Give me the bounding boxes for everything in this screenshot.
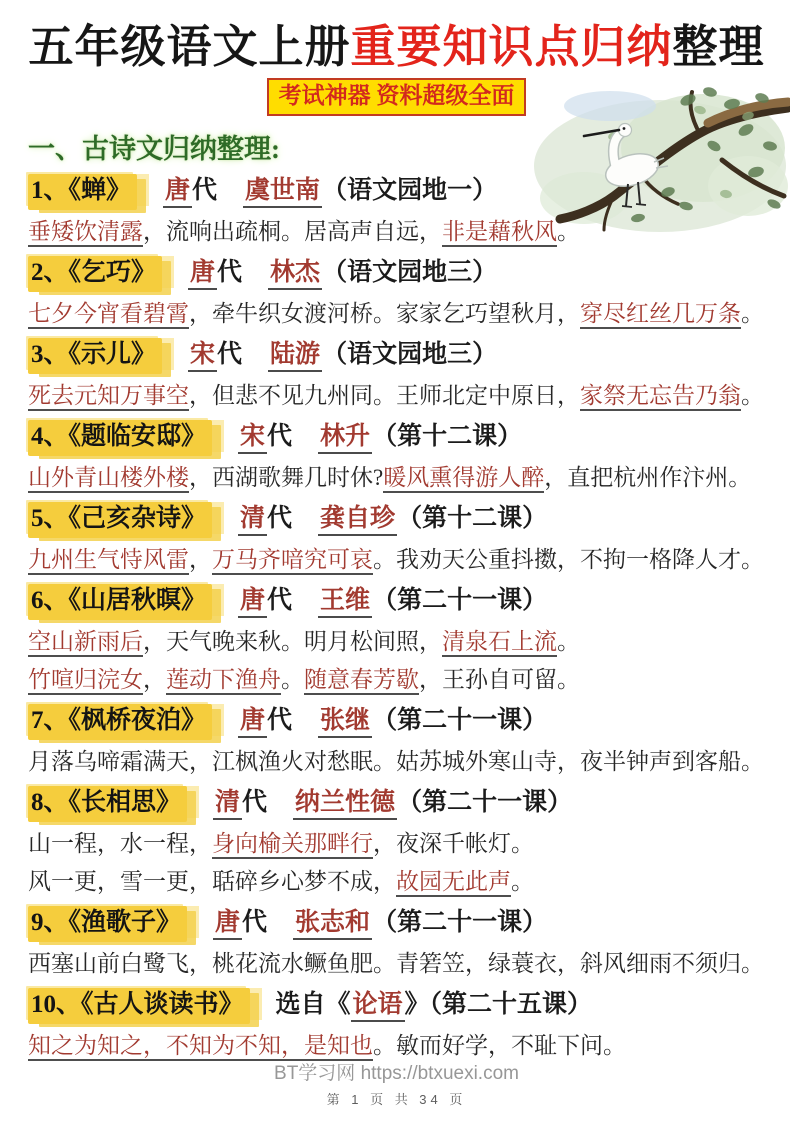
poem-list — [28, 174, 767, 1062]
heading-red-underlined: 虞世南 — [243, 177, 322, 208]
heading-text: 代 — [267, 423, 293, 450]
heading-text: 代 — [192, 177, 218, 204]
heading-text: （第十二课） — [372, 423, 523, 450]
poem-segment-red: 身向榆关那畔行 — [212, 831, 373, 859]
poem-segment-red: 空山新雨后 — [28, 629, 143, 657]
poem-entry-heading — [28, 174, 767, 210]
heading-red-underlined: 唐 — [188, 259, 217, 290]
poem-line — [28, 664, 767, 696]
poem-entry-heading — [28, 256, 767, 292]
poem-title-highlight: 9、《渔歌子》 — [28, 906, 187, 942]
poem-segment: ，但悲不见九州同。王师北定中原日， — [189, 383, 580, 408]
heading-red-underlined: 龚自珍 — [318, 505, 397, 536]
poem-title-highlight: 1、《蝉》 — [28, 174, 137, 210]
heading-red-underlined: 唐 — [238, 587, 267, 618]
poem-title-highlight: 5、《己亥杂诗》 — [28, 502, 212, 538]
poem-entry — [28, 256, 767, 330]
heading-text: （语文园地三） — [322, 259, 498, 286]
subtitle-badge: 考试神器 资料超级全面 — [267, 78, 527, 116]
poem-line — [28, 380, 767, 412]
poem-segment-red: 莲动下渔舟 — [166, 667, 281, 695]
heading-text: 代 — [242, 909, 268, 936]
poem-line — [28, 216, 767, 248]
heading-red-underlined: 张继 — [318, 707, 372, 738]
poem-segment-red: 穿尽红丝几万条 — [580, 301, 741, 329]
poem-line — [28, 462, 767, 494]
poem-entry-heading — [28, 786, 767, 822]
poem-title-highlight: 3、《示儿》 — [28, 338, 162, 374]
poem-line — [28, 828, 767, 860]
poem-entry — [28, 174, 767, 248]
poem-segment: ，流响出疏桐。居高声自远， — [143, 219, 442, 244]
poem-segment: 。 — [281, 667, 304, 692]
heading-red-underlined: 清 — [238, 505, 267, 536]
poem-entry — [28, 988, 767, 1062]
poem-segment: ，天气晚来秋。明月松间照， — [143, 629, 442, 654]
poem-entry-heading — [28, 584, 767, 620]
poem-line — [28, 626, 767, 658]
poem-entry-heading — [28, 502, 767, 538]
poem-title-highlight: 2、《乞巧》 — [28, 256, 162, 292]
poem-segment: 。 — [557, 629, 580, 654]
poem-segment-red: 清泉石上流 — [442, 629, 557, 657]
heading-red-underlined: 张志和 — [293, 909, 372, 940]
poem-line — [28, 544, 767, 576]
poem-title-highlight: 4、《题临安邸》 — [28, 420, 212, 456]
poem-segment-red: 随意春芳歇 — [304, 667, 419, 695]
poem-segment: 。 — [741, 383, 764, 408]
heading-text: 代 — [267, 505, 293, 532]
heading-red-underlined: 唐 — [213, 909, 242, 940]
poem-title-highlight: 6、《山居秋暝》 — [28, 584, 212, 620]
poem-segment-red: 家祭无忘告乃翁 — [580, 383, 741, 411]
page-title-part-red: 重要知识点归纳 — [350, 21, 673, 72]
poem-segment: ，直把杭州作汴州。 — [544, 465, 752, 490]
poem-entry-heading — [28, 988, 767, 1024]
poem-entry — [28, 786, 767, 898]
heading-text: 代 — [217, 341, 243, 368]
poem-entry — [28, 502, 767, 576]
poem-entry — [28, 420, 767, 494]
heading-red-underlined: 唐 — [238, 707, 267, 738]
heading-text: （语文园地三） — [322, 341, 498, 368]
poem-segment-red: 七夕今宵看碧霄 — [28, 301, 189, 329]
heading-text: （第十二课） — [397, 505, 548, 532]
heading-text: （语文园地一） — [322, 177, 498, 204]
poem-title-highlight: 8、《长相思》 — [28, 786, 187, 822]
poem-segment: 。 — [741, 301, 764, 326]
heading-text: （第二十一课） — [372, 587, 548, 614]
poem-segment: ， — [143, 667, 166, 692]
poem-segment: 月落乌啼霜满天，江枫渔火对愁眠。姑苏城外寒山寺，夜半钟声到客船。 — [28, 749, 764, 774]
heading-red-underlined: 宋 — [188, 341, 217, 372]
heading-red-underlined: 林杰 — [268, 259, 322, 290]
poem-segment-red: 垂矮饮清露 — [28, 219, 143, 247]
poem-segment: 西塞山前白鹭飞，桃花流水鳜鱼肥。青箬笠，绿蓑衣，斜风细雨不须归。 — [28, 951, 764, 976]
poem-segment: 。 — [557, 219, 580, 244]
heading-red-underlined: 纳兰性德 — [293, 789, 397, 820]
poem-segment: 。敏而好学，不耻下问。 — [373, 1033, 626, 1058]
poem-entry-heading — [28, 704, 767, 740]
footer-site-link[interactable]: BT学习网 https://btxuexi.com — [274, 1063, 519, 1084]
poem-entry — [28, 704, 767, 778]
heading-text: 》（第二十五课） — [404, 991, 593, 1018]
page-title — [0, 0, 793, 74]
poem-segment-red: 竹喧归浣女 — [28, 667, 143, 695]
heading-text: （第二十一课） — [397, 789, 573, 816]
poem-entry — [28, 906, 767, 980]
poem-segment-red: 知之为知之，不知为不知，是知也 — [28, 1033, 373, 1061]
poem-segment-red: 九州生气恃风雷 — [28, 547, 189, 575]
poem-segment-red: 非是藉秋风 — [442, 219, 557, 247]
heading-text: 代 — [267, 587, 293, 614]
heading-red-underlined: 论语 — [351, 991, 405, 1022]
heading-text: （第二十一课） — [372, 909, 548, 936]
poem-line — [28, 1030, 767, 1062]
poem-segment-red: 暖风熏得游人醉 — [383, 465, 544, 493]
poem-title-highlight: 10、《古人谈读书》 — [28, 988, 250, 1024]
poem-segment: 。我劝天公重抖擞，不拘一格降人才。 — [373, 547, 764, 572]
footer-page-number: 第 1 页 共 34 页 — [326, 1092, 467, 1107]
poem-entry-heading — [28, 338, 767, 374]
poem-segment: 风一更，雪一更，聒碎乡心梦不成， — [28, 869, 396, 894]
section-heading: 一、古诗文归纳整理: — [28, 134, 280, 164]
heading-red-underlined: 王维 — [318, 587, 372, 618]
poem-segment: ， — [189, 547, 212, 572]
heading-text: （第二十一课） — [372, 707, 548, 734]
poem-segment-red: 山外青山楼外楼 — [28, 465, 189, 493]
poem-segment: 山一程，水一程， — [28, 831, 212, 856]
poem-line — [28, 948, 767, 980]
poem-title-highlight: 7、《枫桥夜泊》 — [28, 704, 212, 740]
poem-segment: 。 — [511, 869, 534, 894]
heading-text: 代 — [242, 789, 268, 816]
poem-line — [28, 298, 767, 330]
page-title-part: 五年级语文上册 — [28, 21, 351, 72]
poem-line — [28, 746, 767, 778]
heading-red-underlined: 宋 — [238, 423, 267, 454]
poem-line — [28, 866, 767, 898]
poem-entry — [28, 584, 767, 696]
poem-segment: ，牵牛织女渡河桥。家家乞巧望秋月， — [189, 301, 580, 326]
poem-segment-red: 死去元知万事空 — [28, 383, 189, 411]
poem-segment: ，夜深千帐灯。 — [373, 831, 534, 856]
poem-entry — [28, 338, 767, 412]
heading-red-underlined: 林升 — [318, 423, 372, 454]
heading-red-underlined: 陆游 — [268, 341, 322, 372]
heading-text: 代 — [217, 259, 243, 286]
poem-entry-heading — [28, 906, 767, 942]
page-title-part: 整理 — [672, 21, 765, 72]
poem-segment-red: 万马齐喑究可哀 — [212, 547, 373, 575]
poem-segment: ，西湖歌舞几时休? — [189, 465, 384, 490]
poem-segment-red: 故园无此声 — [396, 869, 511, 897]
heading-red-underlined: 清 — [213, 789, 242, 820]
poem-segment: ，王孙自可留。 — [419, 667, 580, 692]
page-footer — [0, 1062, 793, 1108]
heading-text: 选自《 — [275, 991, 351, 1018]
heading-text: 代 — [267, 707, 293, 734]
poem-entry-heading — [28, 420, 767, 456]
heading-red-underlined: 唐 — [163, 177, 192, 208]
